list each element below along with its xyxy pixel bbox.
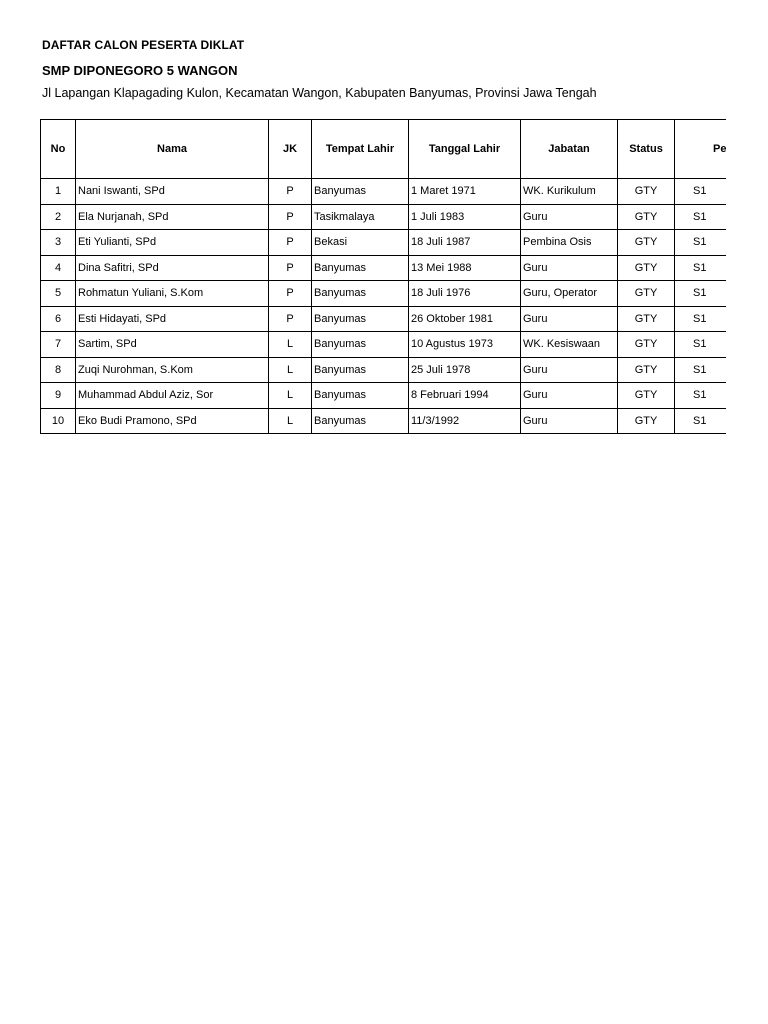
header-status: Status: [618, 120, 675, 179]
cell-jabatan: WK. Kurikulum: [521, 179, 618, 205]
cell-tanggal-lahir: 18 Juli 1987: [409, 230, 521, 256]
cell-status: GTY: [618, 179, 675, 205]
table-row: [41, 179, 727, 205]
cell-pendidikan: S1: [675, 306, 727, 332]
table-row: [41, 408, 727, 434]
cell-status: GTY: [618, 281, 675, 307]
table-row: [41, 230, 727, 256]
cell-tanggal-lahir: 13 Mei 1988: [409, 255, 521, 281]
header-nama: Nama: [76, 120, 269, 179]
cell-jk: L: [269, 357, 312, 383]
cell-jabatan: Guru: [521, 383, 618, 409]
participant-table: [40, 119, 726, 434]
table-row: [41, 281, 727, 307]
school-address: Jl Lapangan Klapagading Kulon, Kecamatan Wangon, Kabupaten Banyumas, Provinsi Jawa Tengah: [42, 86, 597, 100]
participant-table-wrapper: [40, 119, 726, 436]
cell-tanggal-lahir: 1 Juli 1983: [409, 204, 521, 230]
cell-status: GTY: [618, 332, 675, 358]
cell-no: 7: [41, 332, 76, 358]
school-name: SMP DIPONEGORO 5 WANGON: [42, 63, 238, 78]
cell-no: 1: [41, 179, 76, 205]
cell-tanggal-lahir: 25 Juli 1978: [409, 357, 521, 383]
cell-status: GTY: [618, 204, 675, 230]
cell-nama: Dina Safitri, SPd: [76, 255, 269, 281]
cell-tempat-lahir: Banyumas: [312, 281, 409, 307]
cell-jk: L: [269, 332, 312, 358]
cell-jabatan: Guru: [521, 306, 618, 332]
cell-jabatan: Guru: [521, 408, 618, 434]
cell-jk: P: [269, 255, 312, 281]
cell-jk: L: [269, 408, 312, 434]
header-tempat-lahir: Tempat Lahir: [312, 120, 409, 179]
cell-jk: P: [269, 281, 312, 307]
table-row: [41, 255, 727, 281]
cell-jabatan: WK. Kesiswaan: [521, 332, 618, 358]
cell-pendidikan: S1: [675, 281, 727, 307]
cell-tempat-lahir: Banyumas: [312, 179, 409, 205]
cell-pendidikan: S1: [675, 179, 727, 205]
header-jk: JK: [269, 120, 312, 179]
cell-tanggal-lahir: 1 Maret 1971: [409, 179, 521, 205]
cell-nama: Muhammad Abdul Aziz, Sor: [76, 383, 269, 409]
document-title: DAFTAR CALON PESERTA DIKLAT: [42, 38, 245, 52]
cell-nama: Sartim, SPd: [76, 332, 269, 358]
cell-jabatan: Guru, Operator: [521, 281, 618, 307]
cell-no: 10: [41, 408, 76, 434]
cell-pendidikan: S1: [675, 255, 727, 281]
table-row: [41, 306, 727, 332]
cell-status: GTY: [618, 408, 675, 434]
cell-tanggal-lahir: 8 Februari 1994: [409, 383, 521, 409]
cell-jabatan: Guru: [521, 204, 618, 230]
cell-nama: Nani Iswanti, SPd: [76, 179, 269, 205]
table-row: [41, 332, 727, 358]
cell-pendidikan: S1: [675, 408, 727, 434]
cell-nama: Ela Nurjanah, SPd: [76, 204, 269, 230]
cell-tempat-lahir: Tasikmalaya: [312, 204, 409, 230]
cell-no: 4: [41, 255, 76, 281]
cell-tempat-lahir: Banyumas: [312, 306, 409, 332]
table-body: [41, 179, 727, 434]
cell-status: GTY: [618, 306, 675, 332]
cell-tanggal-lahir: 26 Oktober 1981: [409, 306, 521, 332]
header-no: No: [41, 120, 76, 179]
cell-pendidikan: S1: [675, 357, 727, 383]
cell-jk: P: [269, 306, 312, 332]
cell-status: GTY: [618, 255, 675, 281]
cell-tempat-lahir: Bekasi: [312, 230, 409, 256]
cell-jk: L: [269, 383, 312, 409]
cell-no: 5: [41, 281, 76, 307]
cell-no: 9: [41, 383, 76, 409]
cell-nama: Rohmatun Yuliani, S.Kom: [76, 281, 269, 307]
header-pendidikan: Pe: [675, 120, 727, 179]
table-row: [41, 383, 727, 409]
cell-pendidikan: S1: [675, 332, 727, 358]
cell-status: GTY: [618, 383, 675, 409]
cell-jabatan: Guru: [521, 255, 618, 281]
cell-pendidikan: S1: [675, 230, 727, 256]
cell-nama: Zuqi Nurohman, S.Kom: [76, 357, 269, 383]
cell-status: GTY: [618, 357, 675, 383]
cell-no: 6: [41, 306, 76, 332]
cell-pendidikan: S1: [675, 204, 727, 230]
cell-jk: P: [269, 204, 312, 230]
cell-jabatan: Pembina Osis: [521, 230, 618, 256]
cell-jk: P: [269, 179, 312, 205]
cell-pendidikan: S1: [675, 383, 727, 409]
cell-nama: Eti Yulianti, SPd: [76, 230, 269, 256]
cell-tempat-lahir: Banyumas: [312, 383, 409, 409]
cell-tanggal-lahir: 11/3/1992: [409, 408, 521, 434]
cell-tempat-lahir: Banyumas: [312, 255, 409, 281]
table-row: [41, 204, 727, 230]
cell-tanggal-lahir: 10 Agustus 1973: [409, 332, 521, 358]
cell-tempat-lahir: Banyumas: [312, 408, 409, 434]
cell-tempat-lahir: Banyumas: [312, 332, 409, 358]
cell-no: 3: [41, 230, 76, 256]
cell-jabatan: Guru: [521, 357, 618, 383]
cell-no: 8: [41, 357, 76, 383]
cell-jk: P: [269, 230, 312, 256]
cell-nama: Eko Budi Pramono, SPd: [76, 408, 269, 434]
cell-no: 2: [41, 204, 76, 230]
cell-tempat-lahir: Banyumas: [312, 357, 409, 383]
header-jabatan: Jabatan: [521, 120, 618, 179]
cell-tanggal-lahir: 18 Juli 1976: [409, 281, 521, 307]
table-row: [41, 357, 727, 383]
cell-nama: Esti Hidayati, SPd: [76, 306, 269, 332]
header-tanggal-lahir: Tanggal Lahir: [409, 120, 521, 179]
cell-status: GTY: [618, 230, 675, 256]
table-header-row: [41, 120, 727, 179]
